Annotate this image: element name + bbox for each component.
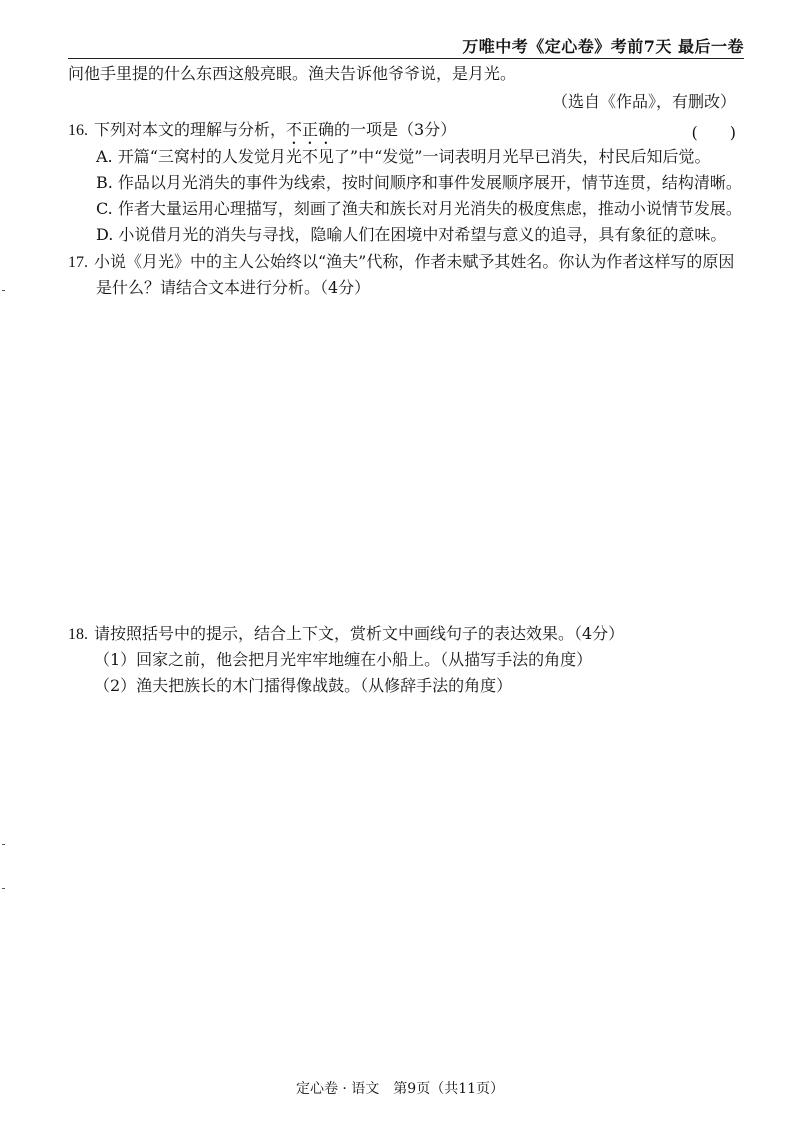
header-rule — [68, 58, 744, 59]
q18-item-2: （2）渔夫把族长的木门擂得像战鼓。（从修辞手法的角度） — [94, 676, 513, 695]
q16-option-c: C. 作者大量运用心理描写，刻画了渔夫和族长对月光消失的极度焦虑，推动小说情节发展。 — [96, 199, 742, 218]
q18-stem — [68, 624, 624, 645]
q18-text: 请按照括号中的提示，结合上下文，赏析文中画线句子的表达效果。（4分） — [94, 624, 625, 643]
q17-text-line1: 小说《月光》中的主人公始终以“渔夫”代称，作者未赋予其姓名。你认为作者这样写的原因 — [94, 252, 735, 271]
q16-stem-before: 下列对本文的理解与分析， — [94, 120, 287, 139]
q17-text-line2: 是什么？请结合文本进行分析。（4分） — [96, 278, 371, 297]
q16-stem-emphasis: 不正确 — [286, 120, 335, 139]
header-title: 万唯中考《定心卷》考前7天 最后一卷 — [462, 37, 744, 56]
scan-mark — [2, 290, 5, 291]
q18-answer-area[interactable] — [68, 706, 744, 1056]
q18-number: 18. — [68, 626, 88, 643]
page-footer: 定心卷 · 语文 第9页（共11页） — [295, 1081, 505, 1097]
q16-number: 16. — [68, 122, 88, 139]
passage-source: （选自《作品》，有删改） — [551, 92, 736, 111]
q17-stem-line1 — [68, 252, 734, 273]
q16-stem — [68, 120, 456, 148]
q16-stem-after: 的一项是（3分） — [334, 120, 457, 139]
scan-mark — [2, 844, 5, 845]
q16-answer-bracket[interactable]: ( ) — [691, 123, 736, 142]
q16-option-a: A. 开篇“三窝村的人发觉月光不见了”中“发觉”一词表明月光早已消失，村民后知后觉。 — [96, 147, 711, 166]
scan-mark — [2, 888, 5, 889]
q16-option-d: D. 小说借月光的消失与寻找，隐喻人们在困境中对希望与意义的追寻，具有象征的意味。 — [96, 225, 727, 244]
q17-number: 17. — [68, 254, 88, 271]
q16-option-b: B. 作品以月光消失的事件为线索，按时间顺序和事件发展顺序展开，情节连贯，结构清晰。 — [96, 173, 742, 192]
passage-last-line: 问他手里提的什么东西这般亮眼。渔夫告诉他爷爷说，是月光。 — [68, 64, 517, 83]
q17-answer-area[interactable] — [68, 308, 744, 608]
q18-item-1: （1）回家之前，他会把月光牢牢地缠在小船上。（从描写手法的角度） — [94, 650, 593, 669]
